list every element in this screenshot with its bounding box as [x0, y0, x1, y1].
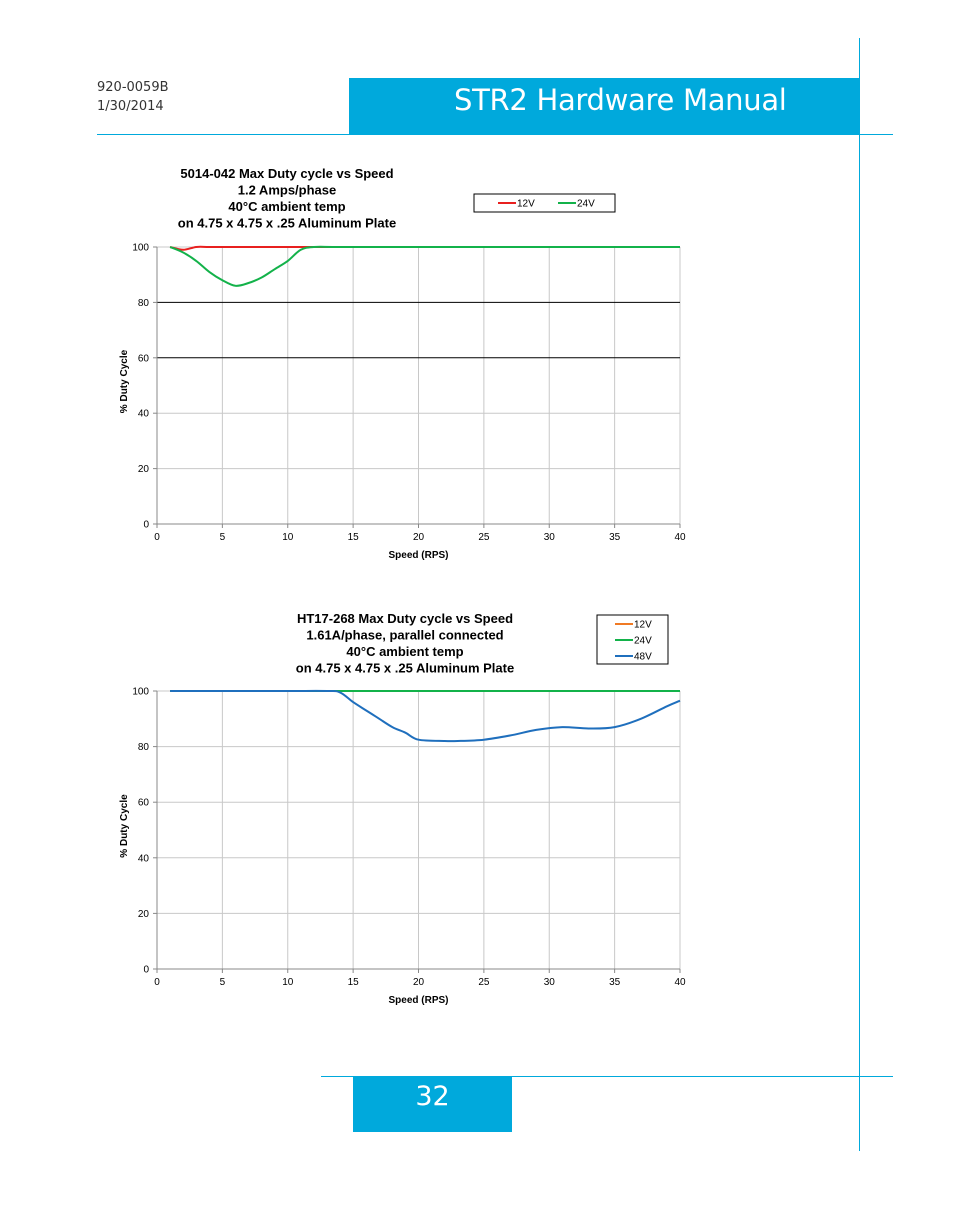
y-axis-label: % Duty Cycle — [119, 349, 130, 414]
x-tick-label: 25 — [478, 532, 490, 543]
duty-cycle-chart-ht17-268 — [0, 600, 954, 1025]
y-tick-label: 40 — [137, 853, 149, 865]
chart-title-line: 40°C ambient temp — [346, 644, 464, 659]
x-tick-label: 10 — [282, 532, 294, 543]
x-tick-label: 20 — [412, 977, 425, 988]
y-tick-label: 20 — [137, 464, 149, 476]
chart-legend — [597, 615, 668, 664]
series-line-48v — [170, 691, 680, 741]
y-axis-label: % Duty Cycle — [119, 794, 130, 858]
x-tick-label: 15 — [347, 532, 359, 543]
document-meta — [97, 78, 169, 116]
page-title: STR2 Hardware Manual — [454, 83, 787, 117]
x-axis-label: Speed (RPS) — [388, 550, 449, 561]
y-tick-label: 80 — [137, 297, 149, 309]
y-tick-label: 60 — [137, 353, 149, 365]
x-tick-label: 40 — [674, 977, 686, 988]
page-number: 32 — [415, 1081, 450, 1112]
chart-title-line: HT17-268 Max Duty cycle vs Speed — [296, 611, 514, 626]
legend-label-12v: 12V — [634, 619, 652, 631]
x-axis-label: Speed (RPS) — [388, 995, 449, 1006]
x-tick-label: 15 — [347, 977, 359, 988]
document-date: 1/30/2014 — [97, 99, 164, 114]
y-tick-label: 0 — [143, 964, 149, 976]
y-tick-label: 0 — [143, 519, 149, 531]
x-tick-label: 35 — [609, 977, 621, 988]
chart-title-line: 40°C ambient temp — [228, 199, 346, 214]
legend-label-12v: 12V — [517, 198, 535, 210]
chart-title-line: 1.2 Amps/phase — [237, 182, 337, 198]
chart-title-line: on 4.75 x 4.75 x .25 Aluminum Plate — [295, 660, 515, 676]
header-rule — [97, 134, 893, 135]
chart-title-line: 1.61A/phase, parallel connected — [306, 627, 504, 643]
document-number: 920-0059B — [97, 80, 169, 95]
x-tick-label: 35 — [609, 532, 621, 543]
x-tick-label: 5 — [219, 532, 226, 543]
x-tick-label: 25 — [478, 977, 490, 988]
x-tick-label: 30 — [543, 532, 555, 543]
x-tick-label: 40 — [674, 532, 686, 543]
chart-title-line: 5014-042 Max Duty cycle vs Speed — [180, 166, 394, 181]
y-tick-label: 100 — [132, 242, 149, 254]
x-tick-label: 10 — [282, 977, 294, 988]
legend-label-24v: 24V — [577, 198, 595, 210]
chart-legend — [474, 194, 615, 212]
y-tick-label: 40 — [137, 408, 149, 420]
y-tick-label: 100 — [132, 686, 149, 698]
y-tick-label: 20 — [137, 908, 149, 920]
duty-cycle-chart-5014-042 — [0, 155, 954, 575]
y-tick-label: 80 — [137, 742, 149, 754]
x-tick-label: 5 — [219, 977, 226, 988]
x-tick-label: 30 — [543, 977, 555, 988]
x-tick-label: 0 — [154, 977, 160, 988]
legend-label-24v: 24V — [634, 635, 652, 647]
chart-title-line: on 4.75 x 4.75 x .25 Aluminum Plate — [177, 215, 397, 231]
x-tick-label: 20 — [412, 532, 425, 543]
series-line-24v — [170, 247, 680, 286]
legend-label-48v: 48V — [634, 651, 652, 663]
y-tick-label: 60 — [137, 797, 149, 809]
x-tick-label: 0 — [154, 532, 160, 543]
